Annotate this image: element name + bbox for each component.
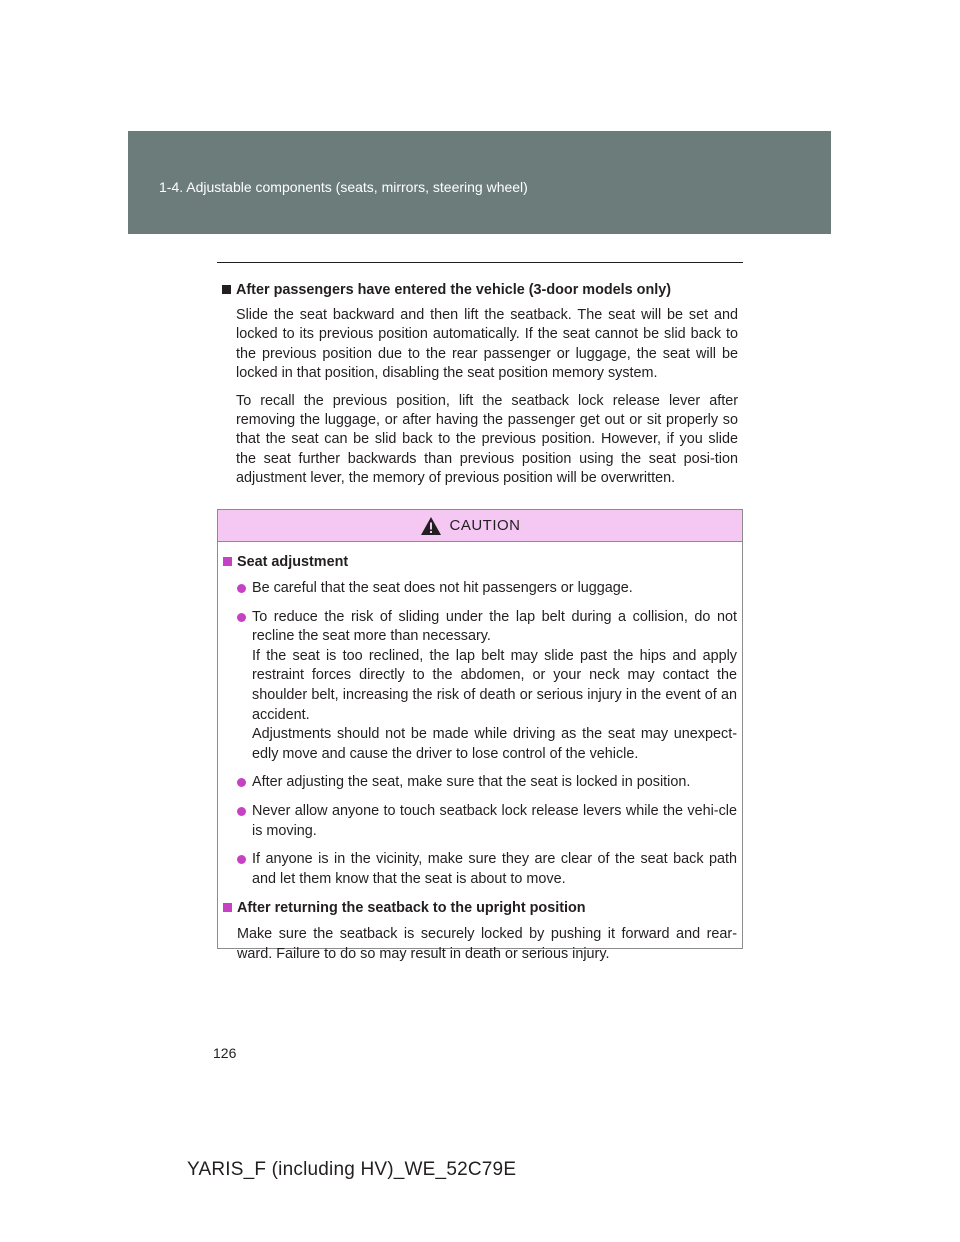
caution-paragraph: Make sure the seatback is securely locked by pushing it forward and rear-ward. Failure to do so may result in death or serious injury. — [237, 926, 737, 962]
caution-bullet — [237, 608, 737, 765]
warning-triangle-icon — [420, 516, 442, 536]
square-bullet-icon — [223, 557, 232, 566]
page-number: 126 — [213, 1045, 237, 1061]
bullet-text: Never allow anyone to touch seatback lock release levers while the vehi-cle is moving. — [252, 802, 737, 839]
section-paragraph-1: Slide the seat backward and then lift the seatback. The seat will be set and locked to its previous position automatically. If the seat cannot be slid back to the previous position due to the rear passenger or luggage, the seat will be locked in that position, disabling the seat position memory system. — [236, 307, 738, 382]
round-bullet-icon — [237, 807, 246, 816]
bullet-text: After adjusting the seat, make sure that the seat is locked in position. — [252, 774, 691, 791]
section-heading-text: After passengers have entered the vehicle (3-door models only) — [236, 282, 672, 298]
caution-body — [218, 542, 742, 964]
caution-heading-seat-adjustment — [223, 552, 737, 572]
round-bullet-icon — [237, 855, 246, 864]
bullet-text: If the seat is too reclined, the lap belt may slide past the hips and apply restraint forces directly to the abdomen, or your neck may contact the shoulder belt, increasing the risk of death or serious injury in the event of an accident. — [252, 647, 737, 723]
square-bullet-icon — [222, 285, 231, 294]
info-section — [222, 280, 738, 497]
section-paragraph-2: To recall the previous position, lift the seatback lock release lever after removing the luggage, or after having the passenger get out or sit properly so that the seat can be slid back to the previous position. However, if you slide the seat further backwards than previous position using the seat posi-tion adjustment lever, the memory of previous position will be overwritten. — [236, 392, 738, 487]
caution-bullet — [237, 850, 737, 889]
bullet-text: Be careful that the seat does not hit passengers or luggage. — [252, 580, 633, 596]
caution-heading-upright — [223, 898, 737, 918]
round-bullet-icon — [237, 778, 246, 787]
caution-header — [218, 510, 742, 542]
section-header-band — [128, 131, 831, 234]
caution-bullet — [237, 579, 737, 599]
round-bullet-icon — [237, 584, 246, 593]
bullet-text: To reduce the risk of sliding under the lap belt during a collision, do not recline the seat more than necessary. — [252, 608, 737, 645]
footer-document-code: YARIS_F (including HV)_WE_52C79E — [187, 1159, 517, 1180]
caution-box — [217, 509, 743, 962]
round-bullet-icon — [237, 613, 246, 622]
section-heading — [222, 280, 738, 300]
caution-bullet — [237, 773, 737, 793]
horizontal-rule — [217, 262, 743, 263]
caution-heading-text: Seat adjustment — [237, 554, 349, 570]
caution-label: CAUTION — [449, 517, 521, 534]
square-bullet-icon — [223, 903, 232, 912]
caution-heading-text: After returning the seatback to the upright position — [237, 900, 586, 917]
caution-bullet — [237, 802, 737, 841]
section-title: 1-4. Adjustable components (seats, mirrors, steering wheel) — [159, 179, 528, 195]
bullet-text: If anyone is in the vicinity, make sure they are clear of the seat back path and let them know that the seat is about to move. — [252, 851, 737, 887]
bullet-text: Adjustments should not be made while driving as the seat may unexpect-edly move and cause the driver to lose control of the vehicle. — [252, 726, 737, 762]
